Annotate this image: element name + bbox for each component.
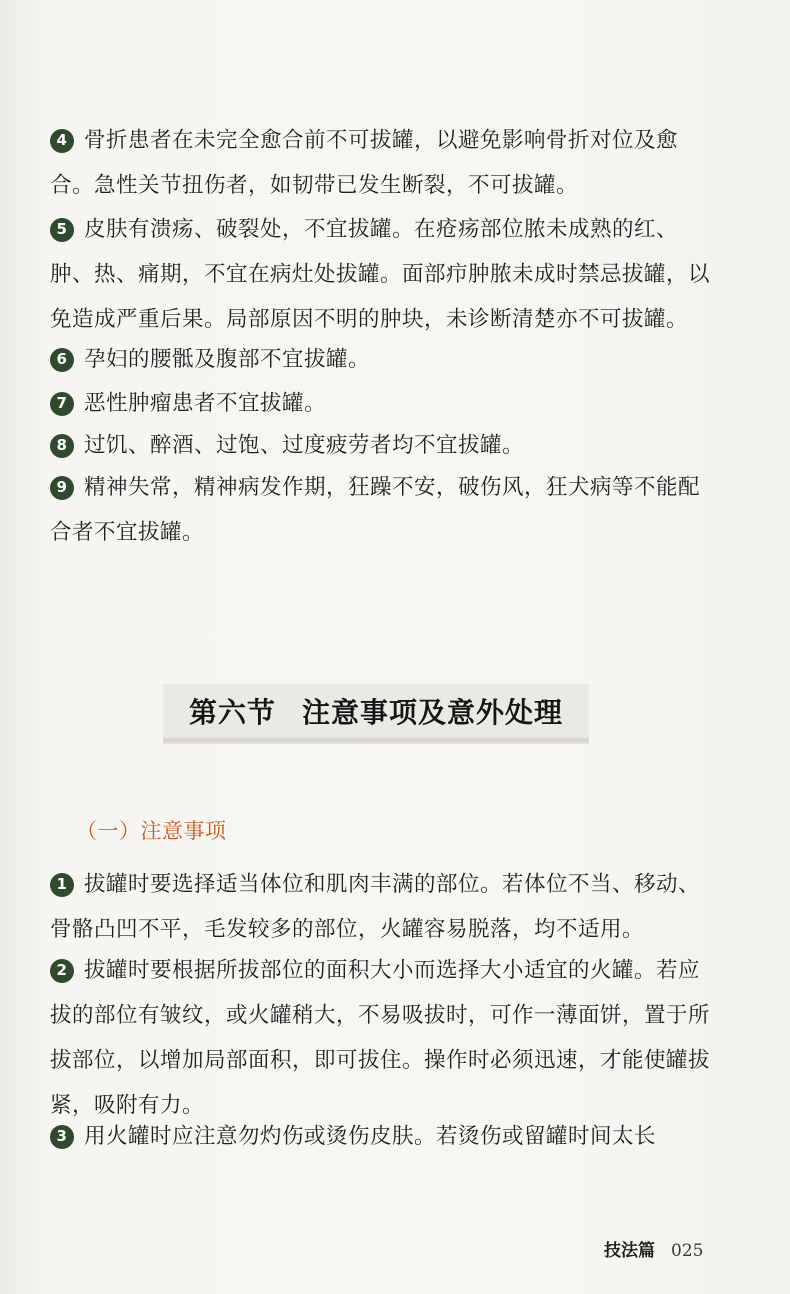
number-badge: 2 [50, 959, 74, 983]
item-text: 精神失常，精神病发作期，狂躁不安，破伤风，狂犬病等不能配合者不宜拔罐。 [50, 475, 701, 545]
list-item [50, 337, 718, 382]
item-text: 过饥、醉酒、过饱、过度疲劳者均不宜拔罐。 [84, 433, 525, 458]
number-badge: 3 [50, 1125, 74, 1149]
section-label: 第六节 [188, 696, 276, 729]
item-text: 拔罐时要选择适当体位和肌肉丰满的部位。若体位不当、移动、骨骼凸凹不平，毛发较多的部位，火罐容易脱落，均不适用。 [50, 872, 701, 942]
number-badge: 4 [50, 129, 74, 153]
section-title: 注意事项及意外处理 [302, 696, 564, 729]
number-badge: 1 [50, 873, 74, 897]
item-text: 拔罐时要根据所拔部位的面积大小而选择大小适宜的火罐。若应拔的部位有皱纹，或火罐稍大，不易吸拔时，可作一薄面饼，置于所拔部位，以增加局部面积，即可拔住。操作时必须迅速，才能使罐拔紧，吸附有力。 [50, 958, 711, 1118]
list-item [50, 207, 718, 342]
item-text: 皮肤有溃疡、破裂处，不宜拔罐。在疮疡部位脓未成熟的红、肿、热、痛期，不宜在病灶处拔罐。面部疖肿脓未成时禁忌拔罐，以免造成严重后果。局部原因不明的肿块，未诊断清楚亦不可拔罐。 [50, 217, 711, 332]
list-item [50, 948, 718, 1128]
page-footer [604, 1236, 703, 1261]
subsection-heading: （一）注意事项 [76, 819, 227, 843]
item-text: 骨折患者在未完全愈合前不可拔罐，以避免影响骨折对位及愈合。急性关节扭伤者，如韧带已发生断裂，不可拔罐。 [50, 128, 679, 198]
list-item [50, 118, 718, 208]
item-text: 孕妇的腰骶及腹部不宜拔罐。 [84, 347, 371, 372]
item-text: 恶性肿瘤患者不宜拔罐。 [84, 391, 327, 416]
item-text: 用火罐时应注意勿灼伤或烫伤皮肤。若烫伤或留罐时间太长 [84, 1124, 657, 1149]
number-badge: 6 [50, 348, 74, 372]
list-item [50, 1114, 718, 1159]
page-number: 025 [671, 1241, 704, 1261]
list-item [50, 465, 718, 555]
list-item [50, 423, 718, 468]
section-heading [163, 684, 589, 742]
number-badge: 8 [50, 434, 74, 458]
number-badge: 5 [50, 218, 74, 242]
list-item [50, 381, 718, 426]
chapter-name: 技法篇 [604, 1241, 655, 1261]
number-badge: 9 [50, 476, 74, 500]
number-badge: 7 [50, 392, 74, 416]
list-item [50, 862, 718, 952]
